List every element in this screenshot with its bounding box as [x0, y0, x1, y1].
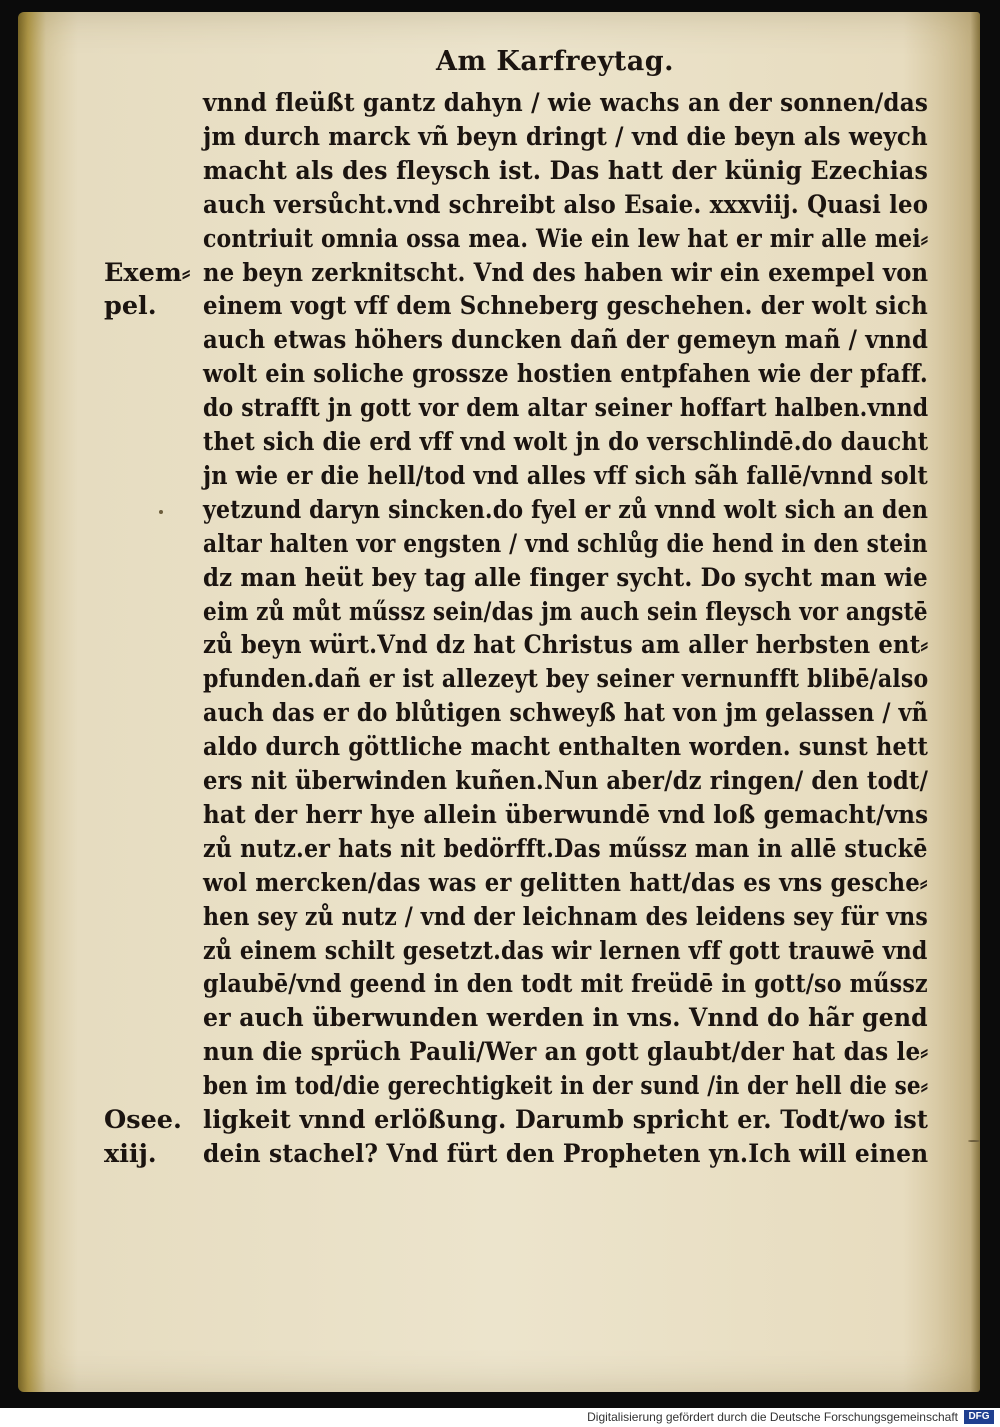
margin-note: Osee. [104, 1105, 182, 1135]
text-line: nun die sprüch Pauli/Wer an gott glaubt/der hat das le⸗ [203, 1037, 929, 1068]
text-line: dz man heüt bey tag alle finger sycht. Do sycht man wie [203, 562, 928, 593]
text-line: jm durch marck vñ beyn dringt / vnd die beyn als weych [203, 121, 928, 152]
text-line: pfunden.dañ er ist allezeyt bey seiner vernunfft blibē/also [203, 664, 929, 695]
text-line: auch das er do blůtigen schweyß hat von jm gelassen / vñ [203, 698, 928, 729]
text-line: yetzund daryn sincken.do fyel er zů vnnd wolt sich an den [203, 494, 929, 525]
text-line: ers nit überwinden kuñen.Nun aber/dz ringen/ den todt/ [203, 766, 929, 796]
text-line: vnnd fleüßt gantz dahyn / wie wachs an der sonnen/das [203, 88, 929, 118]
text-line: auch etwas höhers duncken dañ der gemeyn mañ / vnnd [203, 325, 929, 356]
text-line: hen sey zů nutz / vnd der leichnam des leidens sey für vns [203, 901, 928, 932]
text-line: contriuit omnia ossa mea. Wie ein lew hat er mir alle mei⸗ [203, 223, 929, 254]
text-line: zů beyn würt.Vnd dz hat Christus am aller herbsten ent⸗ [203, 630, 929, 661]
text-line: ligkeit vnnd erlößung. Darumb spricht er. Todt/wo ist [203, 1105, 929, 1135]
text-line: wolt ein soliche grossze hostien entpfahen wie der pfaff. [203, 359, 928, 390]
text-line: glaubē/vnd geend in den todt mit freüdē in gott/so műssz [203, 969, 928, 1000]
margin-note: pel. [104, 291, 157, 322]
text-line: zů nutz.er hats nit bedörfft.Das műssz man in allē stuckē [203, 833, 928, 864]
text-line: jn wie er die hell/tod vnd alles vff sich sãh fallē/vnnd solt [203, 460, 928, 491]
text-line: dein stachel? Vnd fürt den Propheten yn.Ich will einen [203, 1138, 929, 1169]
dfg-logo: DFG [964, 1410, 994, 1424]
text-line: ben im tod/die gerechtigkeit in der sund /in der hell die se⸗ [203, 1071, 929, 1102]
margin-note: Exem⸗ [104, 257, 191, 288]
paper-speck [159, 510, 163, 514]
text-line: wol mercken/das was er gelitten hatt/das es vns gesche⸗ [203, 867, 928, 898]
paper-speck [968, 1140, 980, 1142]
running-title: Am Karfreytag. [436, 46, 675, 77]
text-line: er auch überwunden werden in vns. Vnnd do hãr gend [203, 1003, 928, 1034]
text-line: einem vogt vff dem Schneberg geschehen. der wolt sich [203, 291, 928, 322]
text-line: thet sich die erd vff vnd wolt jn do verschlindē.do daucht [203, 427, 929, 457]
margin-note: xiij. [104, 1138, 157, 1169]
digitization-footer [0, 1408, 1000, 1427]
text-line: ne beyn zerknitscht. Vnd des haben wir ein exempel von [203, 257, 929, 288]
text-line: auch versůcht.vnd schreibt also Esaie. xxxviij. Quasi leo [203, 189, 929, 220]
text-line: zů einem schilt gesetzt.das wir lernen vff gott trauwē vnd [203, 935, 928, 966]
funding-credit: Digitalisierung gefördert durch die Deutsche Forschungsgemeinschaft [587, 1410, 958, 1424]
text-line: macht als des fleysch ist. Das hatt der künig Ezechias [203, 155, 928, 186]
text-line: do strafft jn gott vor dem altar seiner hoffart halben.vnnd [203, 393, 929, 424]
text-line: altar halten vor engsten / vnd schlůg die hend in den stein [203, 528, 928, 559]
text-line: aldo durch göttliche macht enthalten worden. sunst hett [203, 732, 929, 763]
text-line: eim zů můt műssz sein/das jm auch sein fleysch vor angstē [203, 596, 928, 627]
text-line: hat der herr hye allein überwundē vnd loß gemacht/vns [203, 799, 929, 830]
